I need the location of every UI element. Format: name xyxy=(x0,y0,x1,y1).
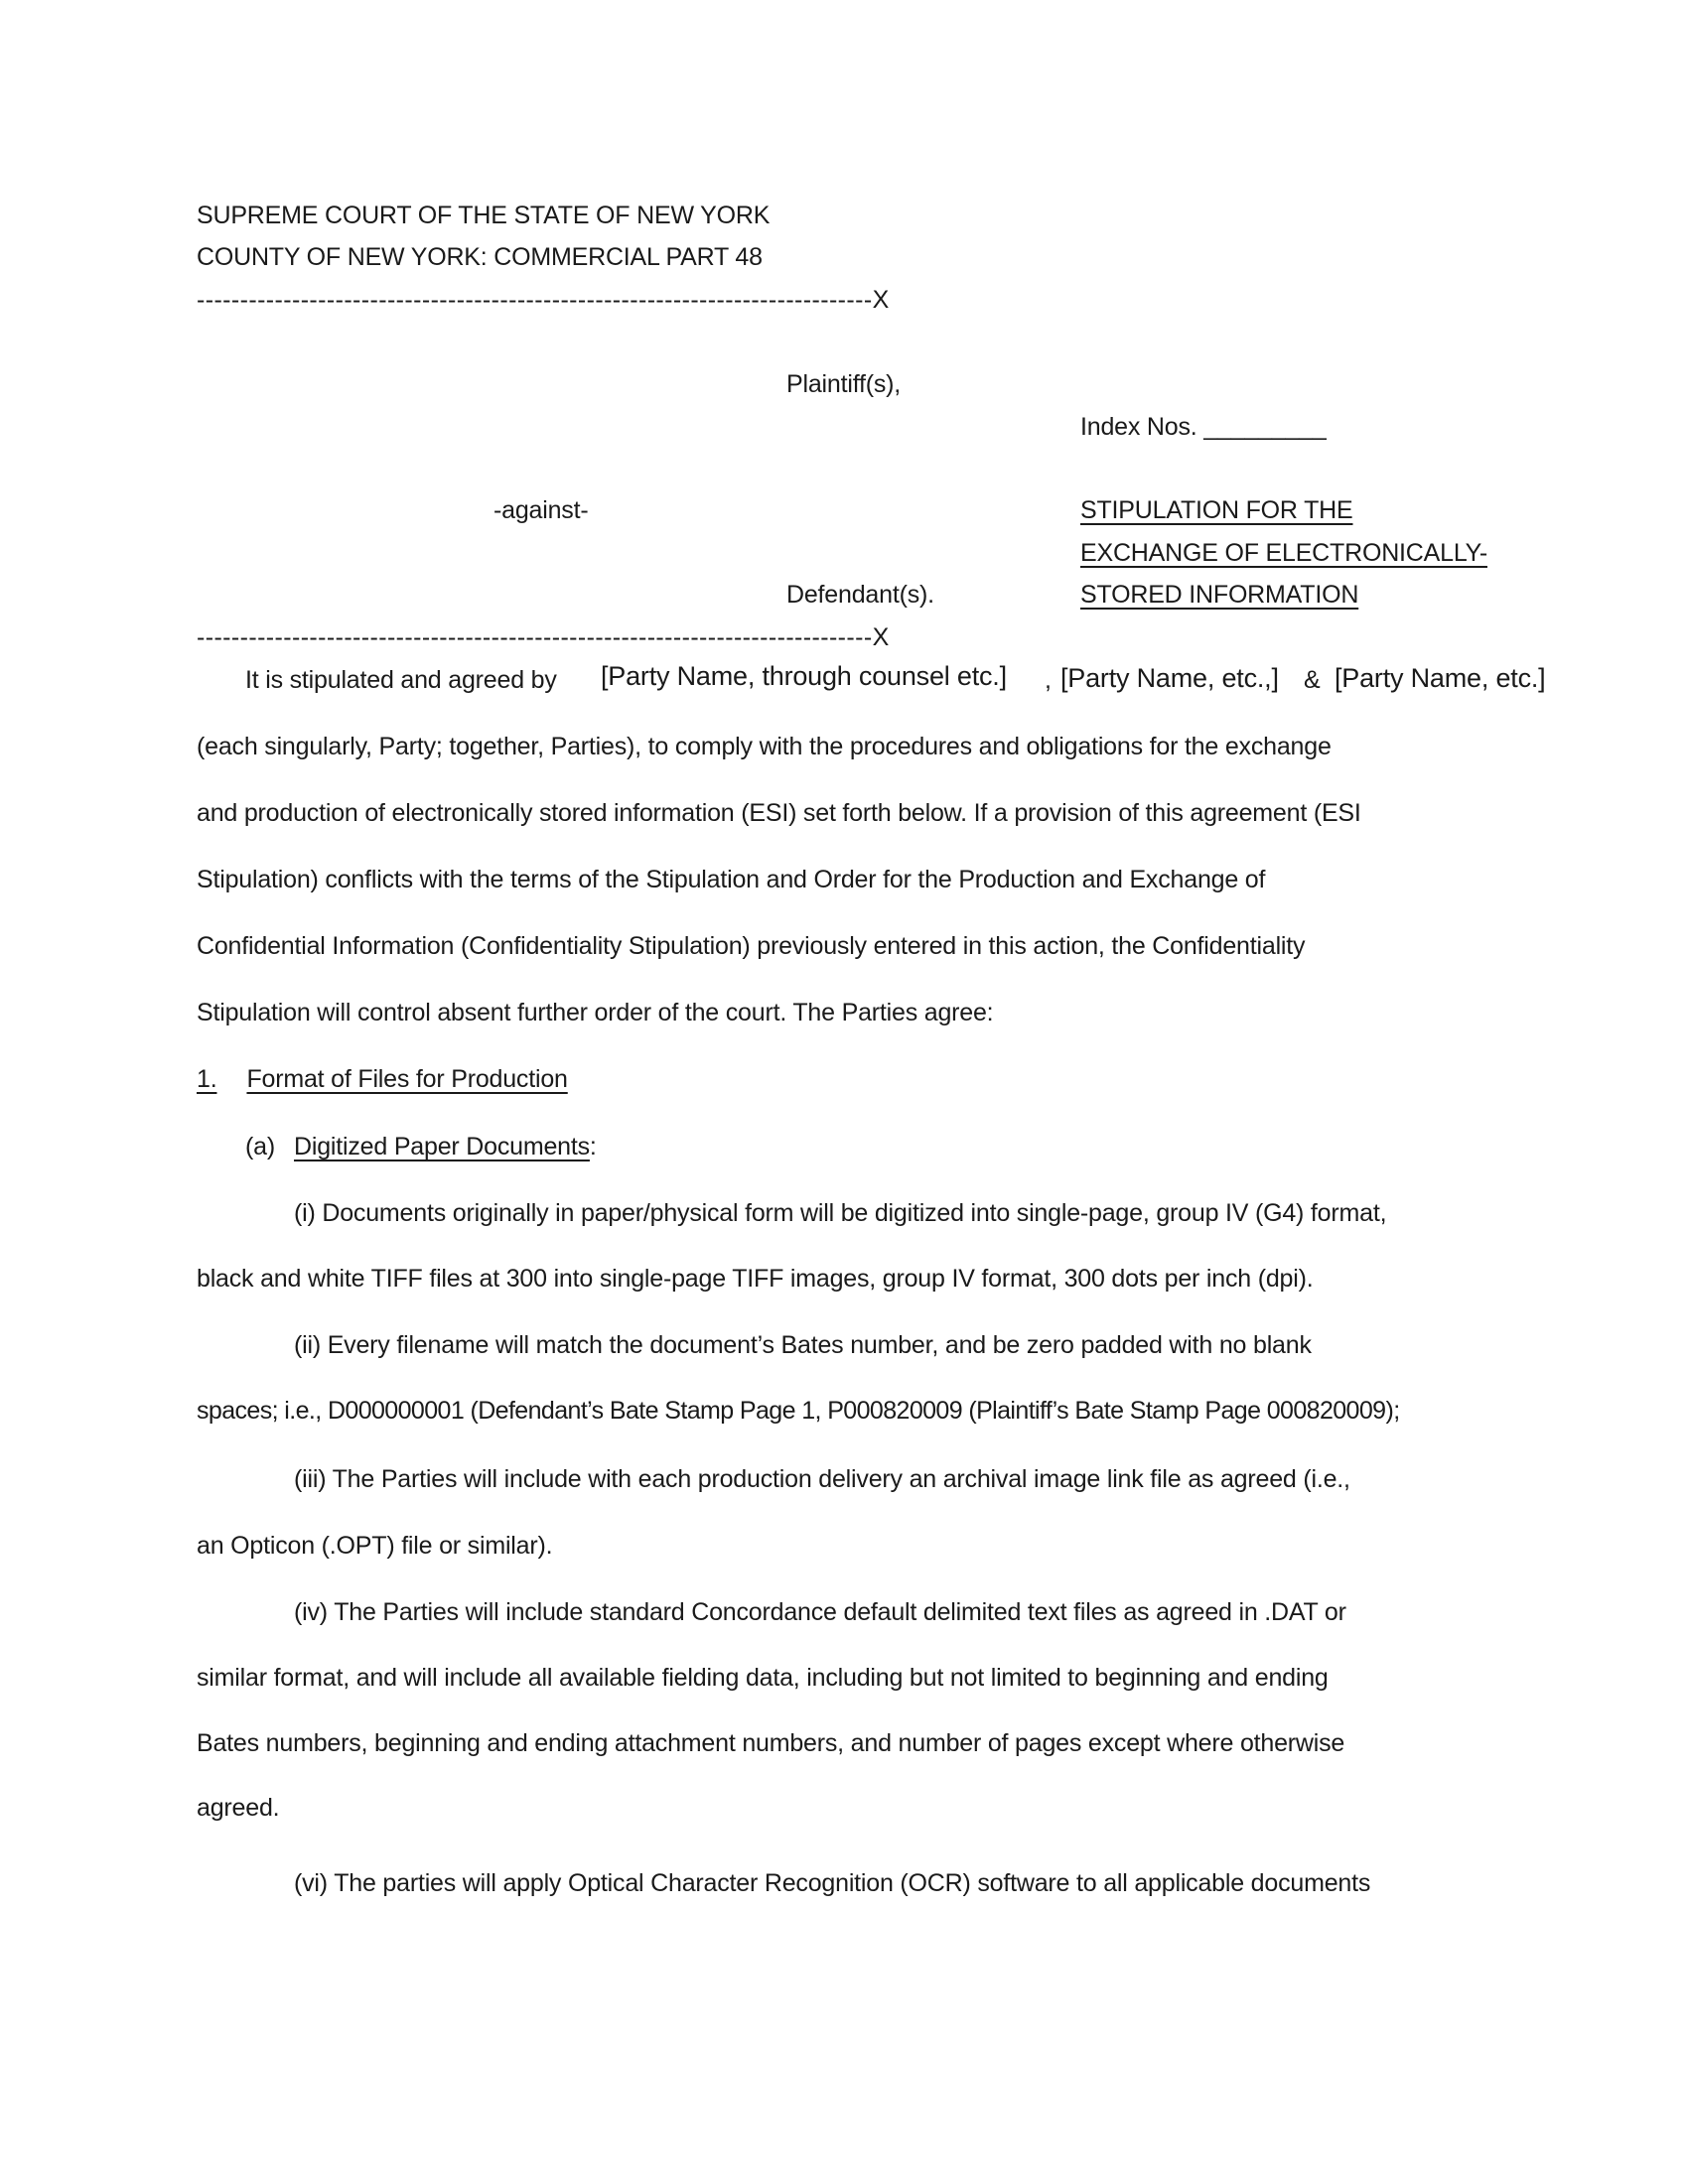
item-iv-line-2: similar format, and will include all available fielding data, including but not limited to beginning and ending xyxy=(197,1664,1329,1692)
document-title-line3: STORED INFORMATION xyxy=(1080,581,1359,609)
intro-line-2: (each singularly, Party; together, Parties), to comply with the procedures and obligations for the exchange xyxy=(197,733,1332,760)
against-label: -against- xyxy=(493,496,589,524)
item-i-line-2: black and white TIFF files at 300 into single-page TIFF images, group IV format, 300 dots per inch (dpi). xyxy=(197,1265,1314,1293)
defendant-label: Defendant(s). xyxy=(786,581,934,609)
court-name: SUPREME COURT OF THE STATE OF NEW YORK xyxy=(197,202,771,229)
item-iv-line-4: agreed. xyxy=(197,1794,280,1822)
section-1-heading xyxy=(197,1067,568,1092)
caption-rule-top: ------------------------------------------------------------------------------X xyxy=(197,288,890,313)
document-title-line1: STIPULATION FOR THE xyxy=(1080,496,1353,524)
party-separator-comma: , xyxy=(1045,666,1052,694)
item-ii-line-2: spaces; i.e., D000000001 (Defendant’s Bate Stamp Page 1, P000820009 (Plaintiff’s Bate Stamp Page 000820009); xyxy=(197,1397,1400,1425)
party-name-field-3[interactable]: [Party Name, etc.] xyxy=(1335,663,1546,693)
item-ii-line-1: (ii) Every filename will match the document’s Bates number, and be zero padded with no blank xyxy=(294,1331,1312,1359)
section-1-number: 1. xyxy=(197,1065,217,1093)
intro-line-5: Confidential Information (Confidentiality Stipulation) previously entered in this action, the Confidentiality xyxy=(197,932,1306,960)
intro-line-3: and production of electronically stored information (ESI) set forth below. If a provision of this agreement (ESI xyxy=(197,799,1361,827)
subsection-a-label: (a) xyxy=(245,1133,275,1160)
item-vi-line-1: (vi) The parties will apply Optical Character Recognition (OCR) software to all applicable documents xyxy=(294,1869,1371,1897)
intro-line-4: Stipulation) conflicts with the terms of the Stipulation and Order for the Production and Exchange of xyxy=(197,866,1266,893)
party-separator-ampersand: & xyxy=(1304,666,1321,694)
party-name-field-2[interactable]: [Party Name, etc.,] xyxy=(1060,663,1279,693)
item-iv-line-3: Bates numbers, beginning and ending attachment numbers, and number of pages except where otherwise xyxy=(197,1729,1345,1757)
caption-rule-bottom: ------------------------------------------------------------------------------X xyxy=(197,625,890,650)
party-name-field-1[interactable]: [Party Name, through counsel etc.] xyxy=(601,661,1007,691)
index-number-field: Index Nos. _________ xyxy=(1080,413,1327,441)
plaintiff-label: Plaintiff(s), xyxy=(786,370,902,398)
subsection-a-title: Digitized Paper Documents xyxy=(294,1133,590,1160)
subsection-a-colon: : xyxy=(589,1133,597,1160)
item-iii-line-1: (iii) The Parties will include with each production delivery an archival image link file as agreed (i.e., xyxy=(294,1465,1350,1493)
item-iv-line-1: (iv) The Parties will include standard Concordance default delimited text files as agreed in .DAT or xyxy=(294,1598,1346,1626)
subsection-a-heading xyxy=(294,1135,597,1160)
section-1-title: Format of Files for Production xyxy=(246,1065,568,1093)
intro-line-6: Stipulation will control absent further order of the court. The Parties agree: xyxy=(197,999,994,1026)
document-title-line2: EXCHANGE OF ELECTRONICALLY- xyxy=(1080,539,1487,567)
intro-lead: It is stipulated and agreed by xyxy=(245,666,557,694)
item-iii-line-2: an Opticon (.OPT) file or similar). xyxy=(197,1532,553,1560)
item-i-line-1: (i) Documents originally in paper/physical form will be digitized into single-page, group IV (G4) format, xyxy=(294,1199,1387,1227)
court-county-part: COUNTY OF NEW YORK: COMMERCIAL PART 48 xyxy=(197,243,763,271)
